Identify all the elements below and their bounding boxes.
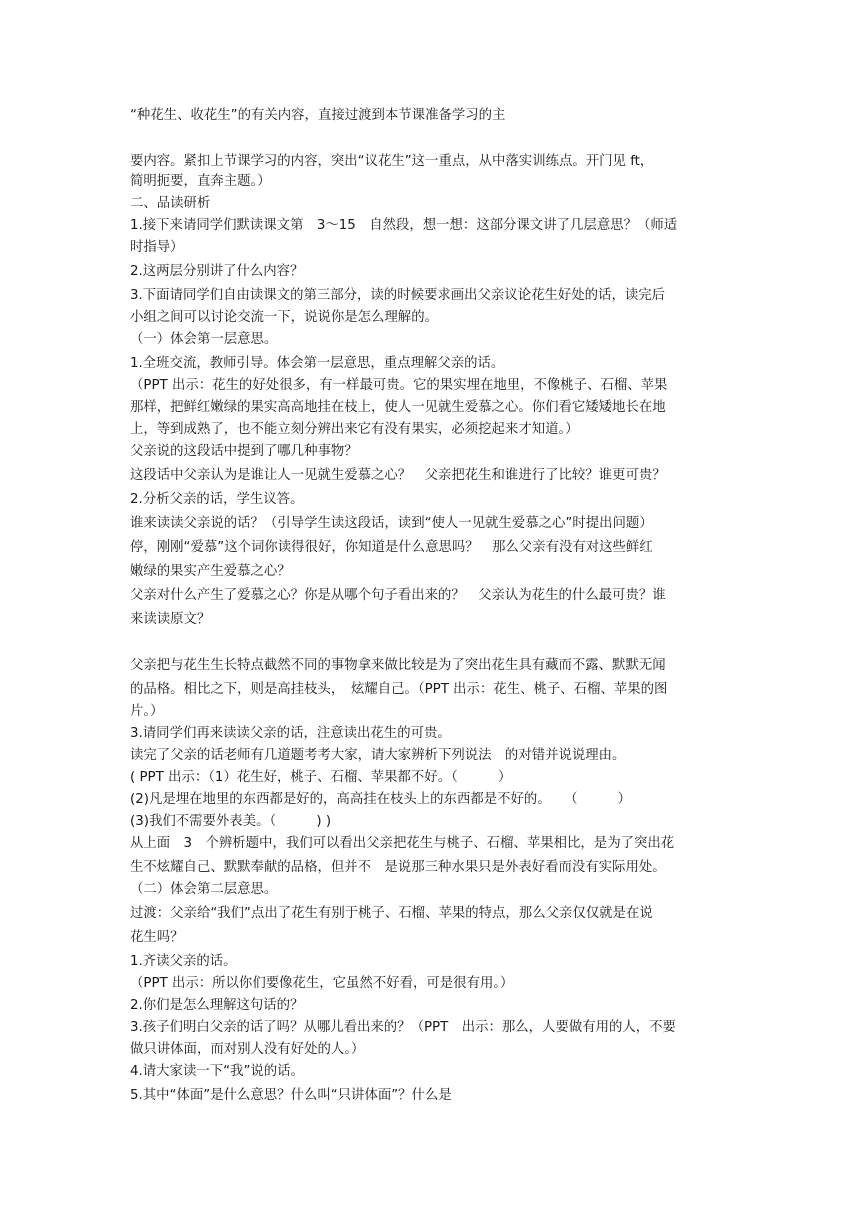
text-line: 停，刚刚“爱慕”这个词你读得很好，你知道是什么意思吗？ 那么父亲有没有对这些鲜红	[130, 540, 653, 555]
text-line: 3.请同学们再来读读父亲的话，注意读出花生的可贵。	[130, 726, 451, 741]
text-line: 时指导）	[130, 240, 184, 255]
text-line: 父亲把与花生生长特点截然不同的事物拿来做比较是为了突出花生具有藏而不露、默默无闻	[130, 658, 666, 673]
document-page	[130, 0, 732, 1216]
text-line: 父亲说的这段话中提到了哪几种事物？	[130, 444, 358, 459]
text-line: 1.齐读父亲的话。	[130, 954, 237, 969]
text-line: “种花生、收花生”的有关内容，直接过渡到本节课准备学习的主	[130, 108, 506, 123]
text-line: (3)我们不需要外表美。（ ) )	[130, 814, 332, 829]
text-line: (2)凡是埋在地里的东西都是好的，高高挂在枝头上的东西都是不好的。 （ ）	[130, 792, 632, 807]
text-line: 片。）	[130, 704, 164, 719]
text-line: 做只讲体面，而对别人没有好处的人。）	[130, 1042, 365, 1057]
text-line: 2.这两层分别讲了什么内容？	[130, 264, 304, 279]
text-line: 小组之间可以讨论交流一下，说说你是怎么理解的。	[130, 310, 438, 325]
text-line: 谁来读读父亲说的话？（引导学生读这段话，读到“使人一见就生爱慕之心”时提出问题）	[130, 516, 653, 531]
text-line: 那样，把鲜红嫩绿的果实高高地挂在枝上，使人一见就生爱慕之心。你们看它矮矮地长在地	[130, 400, 666, 415]
text-line: ( PPT 出示：（1）花生好，桃子、石榴、苹果都不好。（ ）	[130, 770, 512, 785]
text-line: 来读读原文？	[130, 612, 211, 627]
text-line: 这段话中父亲认为是谁让人一见就生爱慕之心？ 父亲把花生和谁进行了比较？谁更可贵？	[130, 468, 666, 483]
text-line: 生不炫耀自己、默默奉献的品格，但并不 是说那三种水果只是外表好看而没有实际用处。	[130, 860, 666, 875]
text-line: （PPT 出示：花生的好处很多，有一样最可贵。它的果实埋在地里，不像桃子、石榴、苹果	[130, 378, 668, 393]
text-line: 2.你们是怎么理解这句话的？	[130, 998, 304, 1013]
text-line: 要内容。紧扣上节课学习的内容，突出“议花生”这一重点，从中落实训练点。开门见 ft，	[130, 154, 654, 169]
text-line: 嫩绿的果实产生爱慕之心？	[130, 564, 291, 579]
text-line: 1.全班交流，教师引导。体会第一层意思，重点理解父亲的话。	[130, 356, 505, 371]
section-heading: 二、品读研析	[130, 196, 211, 211]
text-line: 3.孩子们明白父亲的话了吗？从哪儿看出来的？（PPT 出示：那么，人要做有用的人，不要	[130, 1020, 676, 1035]
text-line: 花生吗？	[130, 930, 184, 945]
subsection-heading: （二）体会第二层意思。	[130, 882, 278, 897]
text-line: 读完了父亲的话老师有几道题考考大家，请大家辨析下列说法 的对错并说说理由。	[130, 748, 626, 763]
text-line: 1.接下来请同学们默读课文第 3～15 自然段，想一想：这部分课文讲了几层意思？（师适	[130, 218, 678, 233]
text-line: 从上面 3 个辨析题中，我们可以看出父亲把花生与桃子、石榴、苹果相比，是为了突出花	[130, 836, 675, 851]
text-line: 3.下面请同学们自由读课文的第三部分，读的时候要求画出父亲议论花生好处的话，读完后	[130, 288, 666, 303]
text-line: 2.分析父亲的话，学生议答。	[130, 492, 304, 507]
text-line: 上，等到成熟了，也不能立刻分辨出来它有没有果实，必须挖起来才知道。）	[130, 422, 579, 437]
text-line: （PPT 出示：所以你们要像花生，它虽然不好看，可是很有用。）	[130, 976, 514, 991]
subsection-heading: （一）体会第一层意思。	[130, 332, 278, 347]
text-line: 4.请大家读一下“我”说的话。	[130, 1064, 304, 1079]
text-line: 过渡：父亲给“我们”点出了花生有别于桃子、石榴、苹果的特点，那么父亲仅仅就是在说	[130, 906, 653, 921]
text-line: 的品格。相比之下，则是高挂枝头， 炫耀自己。（PPT 出示：花生、桃子、石榴、苹果的图	[130, 682, 668, 697]
text-line: 5.其中“体面”是什么意思？什么叫“只讲体面”？什么是	[130, 1088, 452, 1103]
text-line: 简明扼要，直奔主题。）	[130, 174, 271, 189]
text-line: 父亲对什么产生了爱慕之心？你是从哪个句子看出来的？ 父亲认为花生的什么最可贵？谁	[130, 588, 666, 603]
